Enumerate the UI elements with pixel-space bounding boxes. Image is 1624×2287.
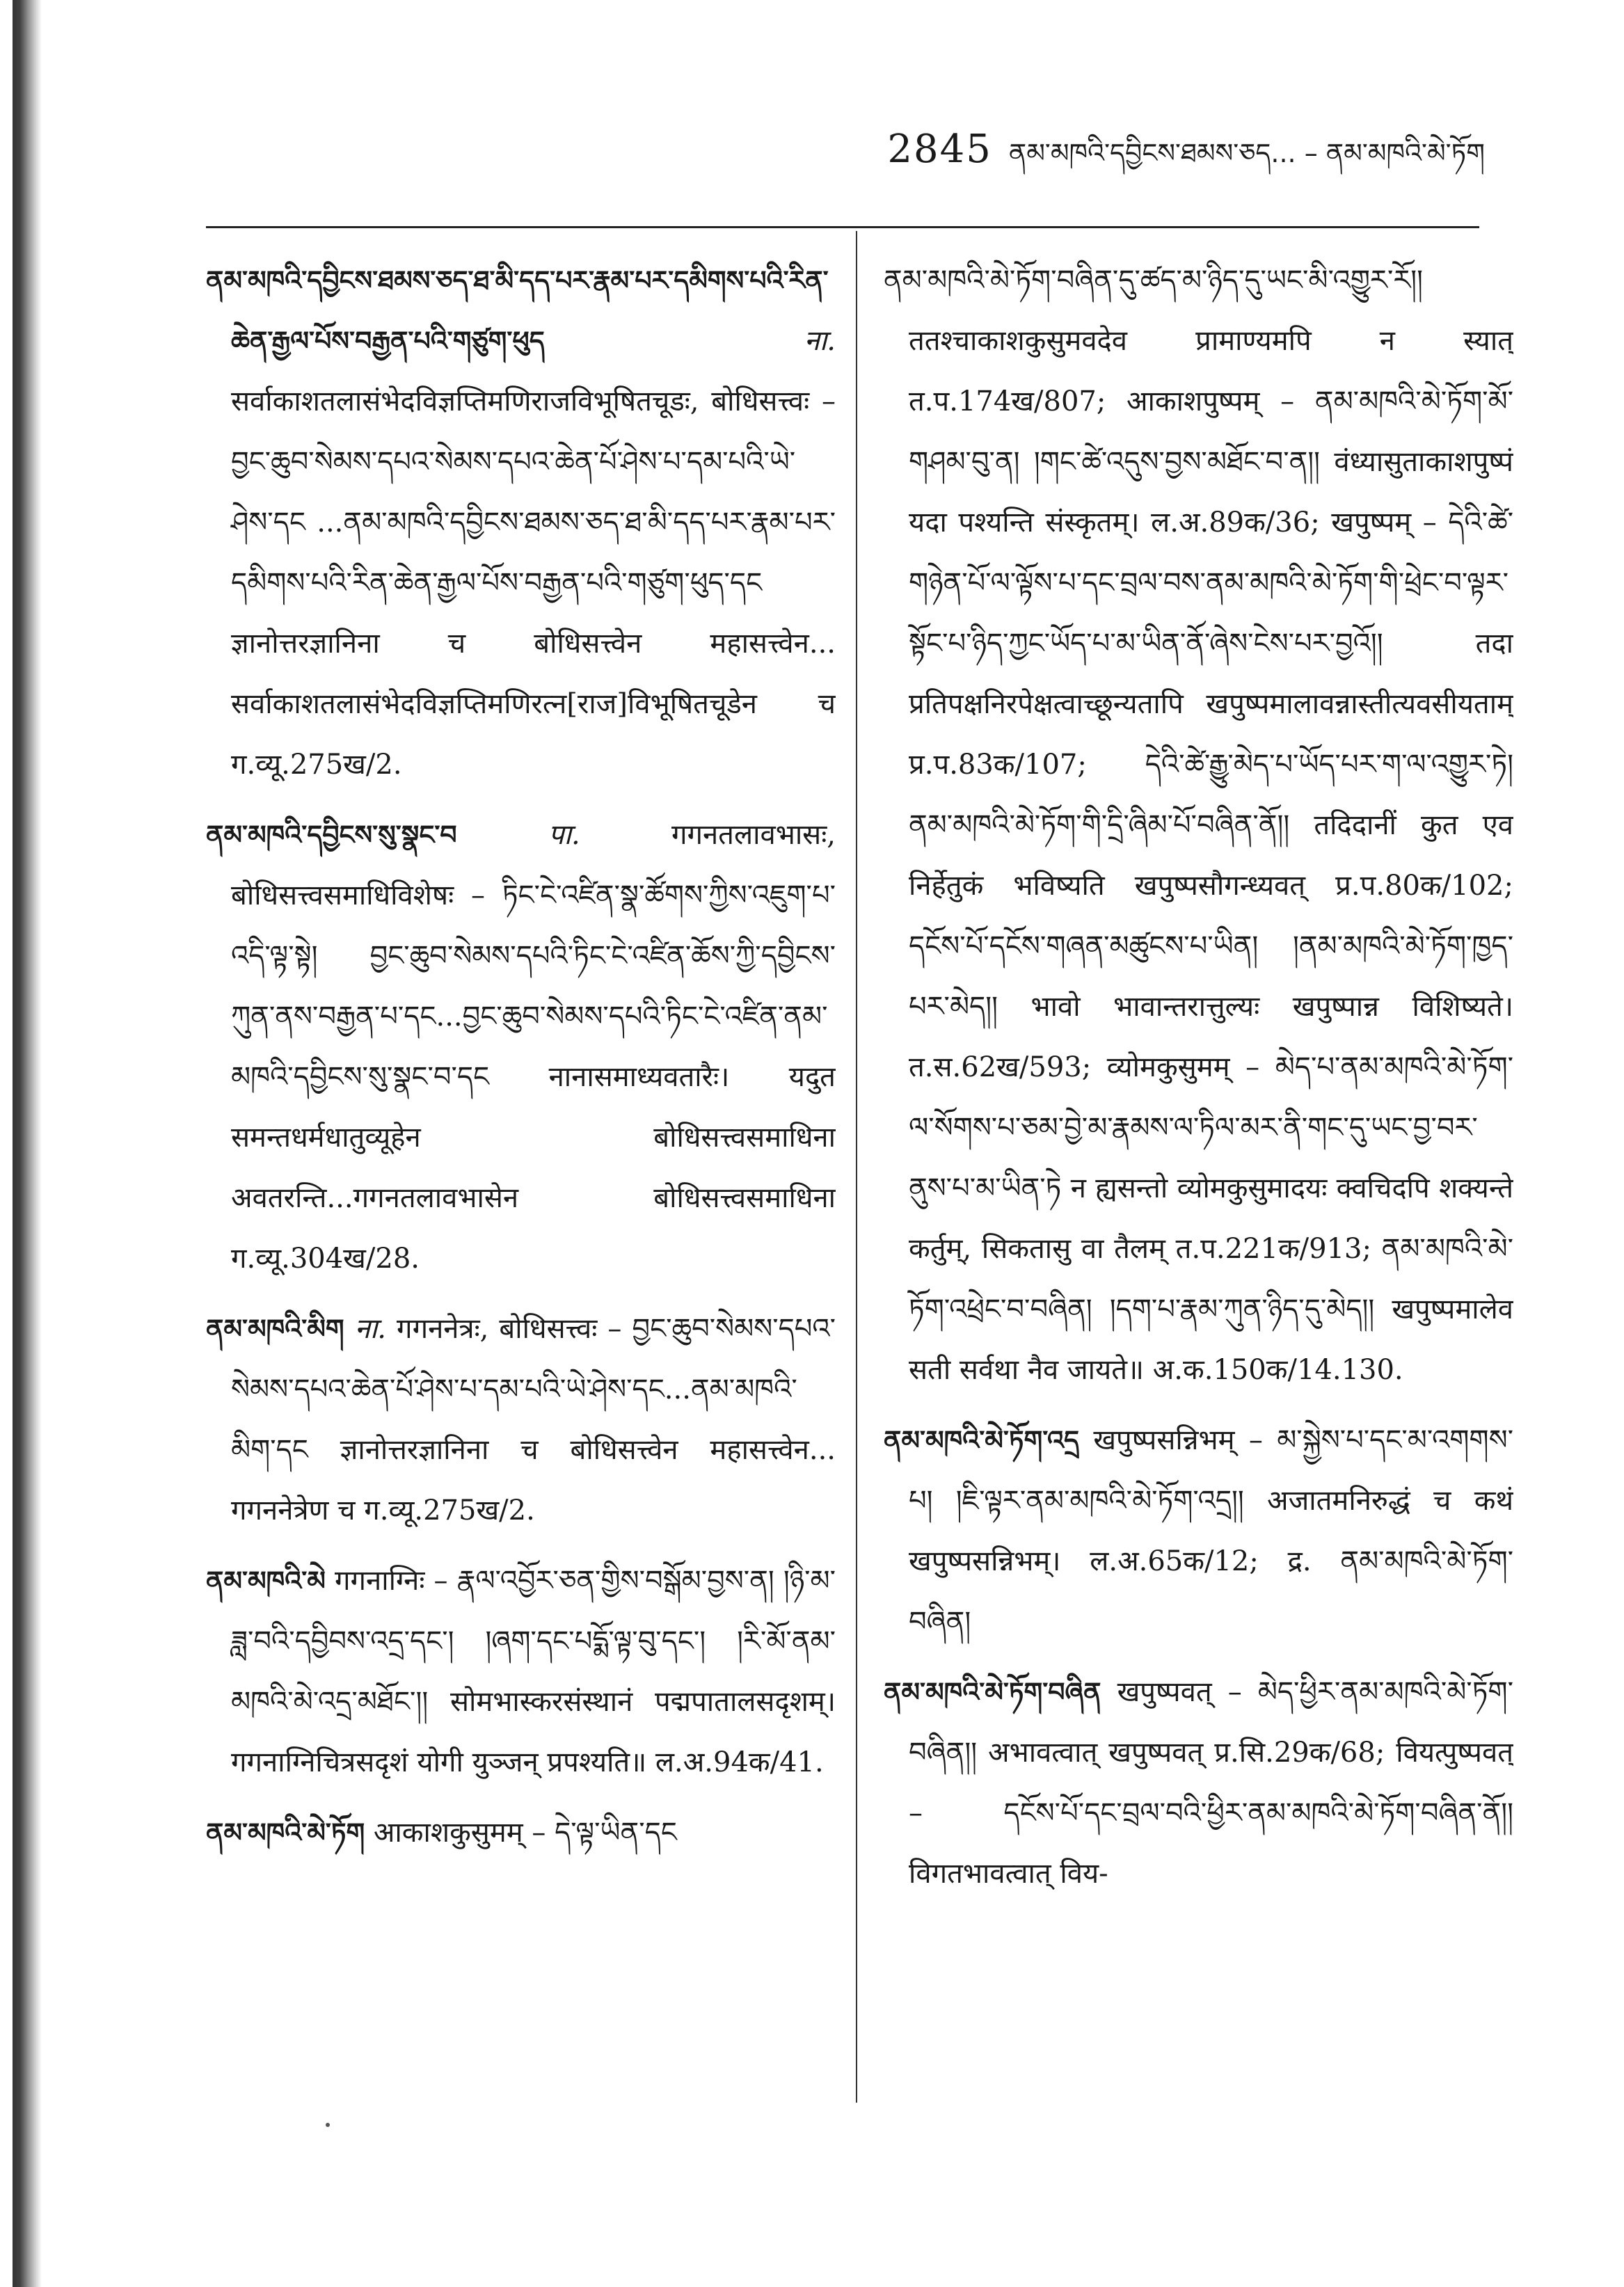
entry-headword: ནམ་མཁའི་མེ — [206, 1565, 326, 1596]
entry-headword: ནམ་མཁའི་དབྱིངས་སུ་སྣང་བ — [206, 820, 457, 850]
dictionary-entry — [884, 1410, 1513, 1652]
entry-headword: ནམ་མཁའི་དབྱིངས་ཐམས་ཅད་ཐ་མི་དད་པར་རྣམ་པར་དམིགས་པའི་རིན་ཆེན་རྒྱལ་པོས་བརྒྱན་པའི་གཙུག་ཕུད — [206, 265, 829, 356]
dictionary-entry — [206, 1803, 836, 1863]
entry-text: गगनतलावभासः, बोधिसत्त्वसमाधिविशेषः – ཏིང་ངེ་འཛིན་སྣ་ཚོགས་ཀྱིས་འཇུག་པ་འདི་ལྟ་སྟེ། བྱང་ཆུབ་སེམས་དཔའི་ཏིང་ངེ་འཛིན་ཆོས་ཀྱི་དབྱིངས་ཀུན་ནས་བརྒྱན་པ་དང...བྱང་ཆུབ་སེམས་དཔའི་ཏིང་ངེ་འཛིན་ནམ་མཁའི་དབྱིངས་སུ་སྣང་བ་དང नानासमाध्यवतारैः। यदुत समन्तधर्मधातुव्यूहेन बोधिसत्त्वसमाधिना अवतरन्ति...गगनतलावभासेन बोधिसत्त्वसमाधिना ग.व्यू.304ख/28. — [231, 819, 836, 1275]
running-head — [765, 124, 1485, 186]
dictionary-entry — [206, 1551, 836, 1793]
entry-text: सर्वाकाशतलासंभेदविज्ञप्तिमणिराजविभूषितचूडः, बोधिसत्त्वः – བྱང་ཆུབ་སེམས་དཔའ་སེམས་དཔའ་ཆེན་པོ་ཤེས་པ་དམ་པའི་ཡེ་ཤེས་དང ...ནམ་མཁའི་དབྱིངས་ཐམས་ཅད་ཐ་མི་དད་པར་རྣམ་པར་དམིགས་པའི་རིན་ཆེན་རྒྱལ་པོས་བརྒྱན་པའི་གཙུག་ཕུད་དང ज्ञानोत्तरज्ञानिना च बोधिसत्त्वेन महासत्त्वेन... सर्वाकाशतलासंभेदविज्ञप्तिमणिरत्न[राज]विभूषितचूडेन च ग.व्यू.275ख/2. — [231, 385, 836, 781]
right-column — [884, 250, 1513, 2059]
entry-text: ནམ་མཁའི་མེ་ཏོག་བཞིན་དུ་ཚད་མ་ཉིད་དུ་ཡང་མི་འགྱུར་རོ།། ततश्चाकाशकुसुमवदेव प्रामाण्यमपि न स्यात् त.प.174ख/807; आकाशपुष्पम् – ནམ་མཁའི་མེ་ཏོག་མོ་གཤམ་བུ་ན། །གང་ཚེ་འདུས་བྱས་མཐོང་བ་ན།། वंध्यासुताकाशपुष्पं यदा पश्यन्ति संस्कृतम्। ल.अ.89क/36; खपुष्पम् – དེའི་ཚེ་གཉེན་པོ་ལ་ལྟོས་པ་དང་བྲལ་བས་ནམ་མཁའི་མེ་ཏོག་གི་ཕྲེང་བ་ལྟར་སྟོང་པ་ཉིད་ཀྱང་ཡོད་པ་མ་ཡིན་ནོ་ཞེས་ངེས་པར་བྱའོ།། तदा प्रतिपक्षनिरपेक्षत्वाच्छून्यतापि खपुष्पमालावन्नास्तीत्यवसीयताम् प्र.प.83क/107; དེའི་ཚེ་རྒྱུ་མེད་པ་ཡོད་པར་ག་ལ་འགྱུར་ཏེ། ནམ་མཁའི་མེ་ཏོག་གི་དྲི་ཞིམ་པོ་བཞིན་ནོ།། तदिदानीं कुत एव निर्हेतुकं भविष्यति खपुष्पसौगन्ध्यवत् प्र.प.80क/102; དངོས་པོ་དངོས་གཞན་མཚུངས་པ་ཡིན། །ནམ་མཁའི་མེ་ཏོག་ཁྱད་པར་མེད།། भावो भावान्तरात्तुल्यः खपुष्पान्न विशिष्यते। त.स.62ख/593; व्योमकुसुमम् – མེད་པ་ནམ་མཁའི་མེ་ཏོག་ལ་སོགས་པ་ཅམ་བྱེ་མ་རྣམས་ལ་ཏིལ་མར་ནི་གང་དུ་ཡང་བྱ་བར་ནུས་པ་མ་ཡིན་ཏེ न ह्यसन्तो व्योमकुसुमादयः क्वचिदपि शक्यन्ते कर्तुम्, सिकतासु वा तैलम् त.प.221क/913; ནམ་མཁའི་མེ་ཏོག་འཕྲེང་བ་བཞིན། །དག་པ་རྣམ་ཀུན་ཉིད་དུ་མེད།། खपुष्पमालेव सती सर्वथा नैव जायते॥ अ.क.150क/14.130. — [884, 264, 1513, 1386]
entry-text: खपुष्पसन्निभम् – མ་སྐྱེས་པ་དང་མ་འགགས་པ། །ཇི་ལྟར་ནམ་མཁའི་མེ་ཏོག་འདྲ།། अजातमनिरुद्धं च कथं खपुष्पसन्निभम्। ल.अ.65क/12; द्र. ནམ་མཁའི་མེ་ཏོག་བཞིན། — [909, 1424, 1513, 1638]
entry-text: गगननेत्रः, बोधिसत्त्वः – བྱང་ཆུབ་སེམས་དཔའ་སེམས་དཔའ་ཆེན་པོ་ཤེས་པ་དམ་པའི་ཡེ་ཤེས་དང...ནམ་མཁའི་མིག་དང ज्ञानोत्तरज्ञानिना च बोधिसत्त्वेन महासत्त्वेन... गगननेत्रेण च ग.व्यू.275ख/2. — [231, 1313, 836, 1527]
entry-grammar-tag: ना. — [354, 1313, 386, 1345]
header-rule — [206, 226, 1479, 228]
dictionary-entry — [206, 805, 836, 1289]
dictionary-entry — [206, 250, 836, 795]
entry-text: गगनाग्निः – རྣལ་འབྱོར་ཅན་གྱིས་བསྒོམ་བྱས་ན། །ཉི་མ་ཟླ་བའི་དབྱིབས་འདྲ་དང་། །ཞག་དང་པདྨོ་ལྟ་བུ་དང་། །རི་མོ་ནམ་མཁའི་མེ་འདྲ་མཐོང་།། सोमभास्करसंस्थानं पद्मपातालसदृशम्। गगनाग्निचित्रसदृशं योगी युञ्जन् प्रपश्यति॥ ल.अ.94क/41. — [231, 1565, 836, 1778]
entry-text: आकाशकुसुमम् – དེ་ལྟ་ཡིན་དང — [373, 1817, 677, 1849]
entry-grammar-tag: पा. — [548, 819, 580, 851]
entry-grammar-tag: ना. — [804, 325, 836, 357]
entry-text: खपुष्पवत् – མེད་ཕྱིར་ནམ་མཁའི་མེ་ཏོག་བཞིན།། अभावत्वात् खपुष्पवत् प्र.सि.29क/68; वियत्पुष्पवत् – དངོས་པོ་དང་བྲལ་བའི་ཕྱིར་ནམ་མཁའི་མེ་ཏོག་བཞིན་ནོ།། विगतभावत्वात् विय- — [909, 1676, 1513, 1890]
entry-headword: ནམ་མཁའི་མེ་ཏོག — [206, 1817, 365, 1848]
column-divider — [856, 231, 857, 2103]
entry-headword: ནམ་མཁའི་མེ་ཏོག་བཞིན — [884, 1677, 1101, 1707]
binding-edge — [13, 0, 42, 2287]
dictionary-entry — [884, 250, 1513, 1401]
entry-headword: ནམ་མཁའི་མིག — [206, 1314, 344, 1344]
page-number: 2845 — [887, 127, 992, 172]
left-column — [206, 250, 836, 2059]
running-title: ནམ་མཁའི་དབྱིངས་ཐམས་ཅད... – ནམ་མཁའི་མེ་ཏོག — [1008, 138, 1485, 168]
entry-headword: ནམ་མཁའི་མེ་ཏོག་འདྲ — [884, 1425, 1079, 1456]
dictionary-entry — [884, 1662, 1513, 1904]
page-dot — [326, 2123, 330, 2127]
dictionary-entry — [206, 1299, 836, 1541]
